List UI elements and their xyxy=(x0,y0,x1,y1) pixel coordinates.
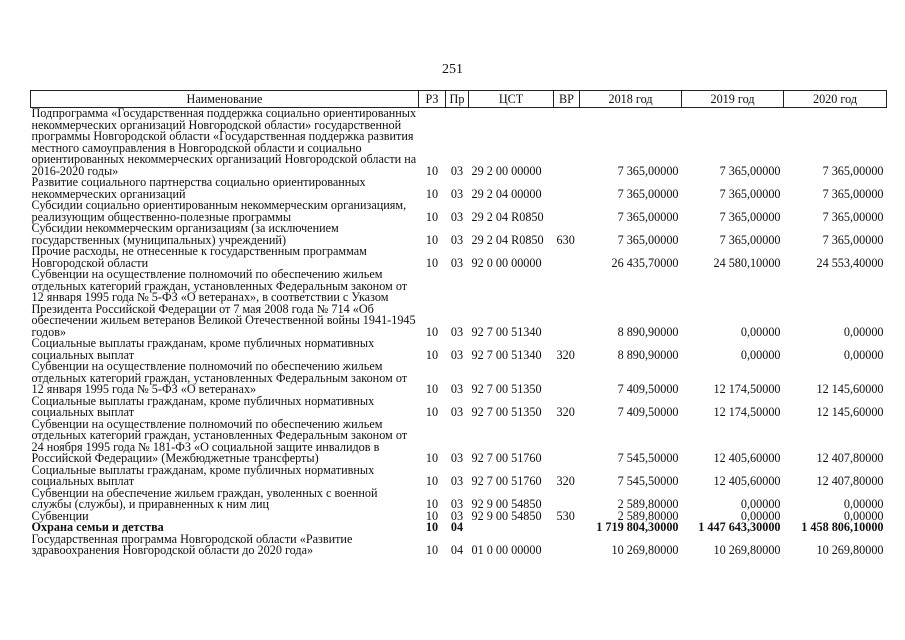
row-value-2020: 0,00000 xyxy=(843,497,884,511)
row-rz: 10 xyxy=(425,209,439,224)
row-pr: 03 xyxy=(450,474,464,488)
row-cst: 29 2 04 R0850 xyxy=(471,232,544,247)
row-value-2018: 2 589,80000 xyxy=(617,497,679,511)
row-name: Социальные выплаты гражданам, кроме публичных нормативных социальных выплат xyxy=(31,393,375,419)
row-value-2018: 8 890,90000 xyxy=(617,347,679,362)
table-row xyxy=(31,488,887,511)
row-cst: 92 7 00 51760 xyxy=(471,474,542,488)
row-cst: 92 7 00 51760 xyxy=(471,451,542,465)
row-value-2018: 7 545,50000 xyxy=(617,451,679,465)
row-cst: 92 7 00 51350 xyxy=(471,382,542,396)
row-vr xyxy=(554,200,580,223)
row-value-2018: 1 719 804,30000 xyxy=(596,520,679,534)
row-name: Субвенции xyxy=(31,508,89,523)
row-pr: 03 xyxy=(450,209,464,224)
table-row xyxy=(31,419,887,465)
row-pr: 04 xyxy=(450,520,464,534)
row-name: Прочие расходы, не отнесенные к государственным программам Новгородской области xyxy=(31,244,367,270)
header-name: Наименование xyxy=(31,91,419,108)
row-rz: 10 xyxy=(425,405,439,419)
row-pr: 03 xyxy=(450,347,464,362)
row-cst: 92 9 00 54850 xyxy=(471,497,542,511)
row-pr: 03 xyxy=(450,451,464,465)
row-cst: 92 7 00 51340 xyxy=(471,347,542,362)
table-row xyxy=(31,269,887,338)
row-name: Развитие социального партнерства социально ориентированных некоммерческих организаций xyxy=(31,175,366,201)
row-pr: 03 xyxy=(450,405,464,419)
row-cst: 01 0 00 00000 xyxy=(471,543,542,557)
row-pr: 03 xyxy=(450,497,464,511)
row-vr xyxy=(554,522,580,534)
header-pr: Пр xyxy=(446,91,469,108)
row-vr xyxy=(554,108,580,178)
row-name: Субсидии социально ориентированным некоммерческим организациям, реализующим общественно-полезные программы xyxy=(31,198,407,224)
row-rz: 10 xyxy=(425,497,439,511)
row-value-2018: 26 435,70000 xyxy=(611,255,679,270)
row-value-2020: 12 407,80000 xyxy=(816,474,884,488)
row-name: Субвенции на обеспечение жильем граждан, уволенных с военной службы (службы), и приравненных к ним лиц xyxy=(31,485,378,511)
row-value-2020: 10 269,80000 xyxy=(816,543,884,557)
row-cst: 92 7 00 51350 xyxy=(471,405,542,419)
row-value-2019: 7 365,00000 xyxy=(719,186,781,201)
row-value-2020: 0,00000 xyxy=(843,508,884,523)
row-name: Субсидии некоммерческим организациям (за исключением государственных (муниципальных) учреждений) xyxy=(31,221,339,247)
row-rz: 10 xyxy=(425,508,439,523)
row-rz: 10 xyxy=(425,451,439,465)
row-vr xyxy=(554,488,580,511)
row-vr xyxy=(554,534,580,557)
row-value-2020: 12 145,60000 xyxy=(816,405,884,419)
header-2018: 2018 год xyxy=(580,91,682,108)
row-value-2018: 8 890,90000 xyxy=(617,324,679,339)
row-vr xyxy=(554,177,580,200)
table-row xyxy=(31,465,887,488)
row-vr xyxy=(554,361,580,396)
row-value-2019: 24 580,10000 xyxy=(713,255,781,270)
table-row xyxy=(31,177,887,200)
row-value-2019: 7 365,00000 xyxy=(719,232,781,247)
table-row xyxy=(31,108,887,178)
row-value-2019: 0,00000 xyxy=(740,508,781,523)
row-value-2020: 12 145,60000 xyxy=(816,382,884,396)
row-value-2018: 7 365,00000 xyxy=(617,209,679,224)
row-vr xyxy=(554,419,580,465)
table-body xyxy=(31,108,887,557)
row-value-2020: 7 365,00000 xyxy=(822,186,884,201)
header-vr: ВР xyxy=(554,91,580,108)
row-name: Социальные выплаты гражданам, кроме публичных нормативных социальных выплат xyxy=(31,462,375,488)
row-rz: 10 xyxy=(425,347,439,362)
row-name: Охрана семьи и детства xyxy=(31,520,164,534)
row-value-2020: 7 365,00000 xyxy=(822,163,884,178)
row-vr xyxy=(554,269,580,338)
row-pr: 03 xyxy=(450,508,464,523)
table-row xyxy=(31,200,887,223)
row-rz: 10 xyxy=(425,324,439,339)
row-name: Социальные выплаты гражданам, кроме публичных нормативных социальных выплат xyxy=(31,336,375,362)
row-rz: 10 xyxy=(425,186,439,201)
row-value-2019: 7 365,00000 xyxy=(719,163,781,178)
row-rz: 10 xyxy=(425,543,439,557)
row-cst: 29 2 04 R0850 xyxy=(471,209,544,224)
row-cst: 92 7 00 51340 xyxy=(471,324,542,339)
row-value-2018: 10 269,80000 xyxy=(611,543,679,557)
table-header-row xyxy=(31,91,887,108)
row-value-2020: 0,00000 xyxy=(843,324,884,339)
row-name: Государственная программа Новгородской области «Развитие здравоохранения Новгородской области до 2020 года» xyxy=(31,531,353,557)
row-cst: 29 2 00 00000 xyxy=(471,163,542,178)
row-value-2018: 7 365,00000 xyxy=(617,232,679,247)
row-name: Субвенции на осуществление полномочий по обеспечению жильем отдельных категорий граждан, установленных Федеральным законом от 12 января 1995 года № 5-ФЗ «О ветеранах» xyxy=(31,359,408,396)
row-name: Подпрограмма «Государственная поддержка социально ориентированных некоммерческих организаций Новгородской области» государственной программы Новгородской области «Государственная поддержка развития местного самоуправления в Новгородской области и социально ориентированных некоммерческих организаций Новгородской области на 2016-2020 годы» xyxy=(31,106,417,178)
row-rz: 10 xyxy=(425,382,439,396)
row-value-2018: 7 409,50000 xyxy=(617,382,679,396)
row-pr: 03 xyxy=(450,382,464,396)
row-cst: 29 2 04 00000 xyxy=(471,186,542,201)
row-pr: 03 xyxy=(450,232,464,247)
row-value-2018: 7 545,50000 xyxy=(617,474,679,488)
row-cst: 92 9 00 54850 xyxy=(471,508,542,523)
row-vr xyxy=(554,246,580,269)
row-pr: 04 xyxy=(450,543,464,557)
table-row xyxy=(31,246,887,269)
row-cst: 92 0 00 00000 xyxy=(471,255,542,270)
header-cst: ЦСТ xyxy=(469,91,554,108)
row-vr: 320 xyxy=(556,347,575,362)
row-value-2019: 10 269,80000 xyxy=(713,543,781,557)
table-row xyxy=(31,223,887,246)
row-vr: 630 xyxy=(556,232,575,247)
row-rz: 10 xyxy=(425,474,439,488)
header-2020: 2020 год xyxy=(784,91,887,108)
row-value-2018: 7 409,50000 xyxy=(617,405,679,419)
row-value-2020: 7 365,00000 xyxy=(822,209,884,224)
row-value-2019: 12 174,50000 xyxy=(713,382,781,396)
row-pr: 03 xyxy=(450,186,464,201)
row-value-2020: 0,00000 xyxy=(843,347,884,362)
header-2019: 2019 год xyxy=(682,91,784,108)
row-pr: 03 xyxy=(450,255,464,270)
row-value-2019: 12 174,50000 xyxy=(713,405,781,419)
table-row xyxy=(31,396,887,419)
row-name: Субвенции на осуществление полномочий по обеспечению жильем отдельных категорий граждан, установленных Федеральным законом от 12 января 1995 года № 5-ФЗ «О ветеранах», в соответствии с Указом Президента Российской Федерации от 7 мая 2008 года № 714 «Об обеспечении жильем ветеранов Великой Отечественной войны 1941-1945 годов» xyxy=(31,267,416,339)
row-vr: 320 xyxy=(556,474,575,488)
row-pr: 03 xyxy=(450,324,464,339)
row-value-2019: 0,00000 xyxy=(740,497,781,511)
row-value-2018: 7 365,00000 xyxy=(617,186,679,201)
row-value-2019: 0,00000 xyxy=(740,347,781,362)
row-rz: 10 xyxy=(425,255,439,270)
row-value-2019: 0,00000 xyxy=(740,324,781,339)
row-value-2020: 12 407,80000 xyxy=(816,451,884,465)
row-vr: 530 xyxy=(556,508,575,523)
budget-table xyxy=(30,90,887,557)
header-rz: РЗ xyxy=(419,91,446,108)
row-value-2019: 12 405,60000 xyxy=(713,474,781,488)
row-value-2019: 7 365,00000 xyxy=(719,209,781,224)
page-number: 251 xyxy=(442,62,463,77)
row-value-2019: 12 405,60000 xyxy=(713,451,781,465)
row-rz: 10 xyxy=(425,163,439,178)
row-value-2020: 7 365,00000 xyxy=(822,232,884,247)
row-vr: 320 xyxy=(556,405,575,419)
row-cst xyxy=(469,522,554,534)
row-value-2020: 1 458 806,10000 xyxy=(801,520,884,534)
table-row xyxy=(31,338,887,361)
row-value-2018: 7 365,00000 xyxy=(617,163,679,178)
row-rz: 10 xyxy=(425,520,439,534)
row-rz: 10 xyxy=(425,232,439,247)
row-value-2020: 24 553,40000 xyxy=(816,255,884,270)
row-pr: 03 xyxy=(450,163,464,178)
row-value-2018: 2 589,80000 xyxy=(617,508,679,523)
row-value-2019: 1 447 643,30000 xyxy=(698,520,781,534)
row-name: Субвенции на осуществление полномочий по обеспечению жильем отдельных категорий граждан, установленных Федеральным законом от 24 ноября 1995 года № 181-ФЗ «О социальной защите инвалидов в Российской Федерации» (Межбюджетные трансферты) xyxy=(31,416,408,465)
table-row xyxy=(31,534,887,557)
table-row xyxy=(31,361,887,396)
